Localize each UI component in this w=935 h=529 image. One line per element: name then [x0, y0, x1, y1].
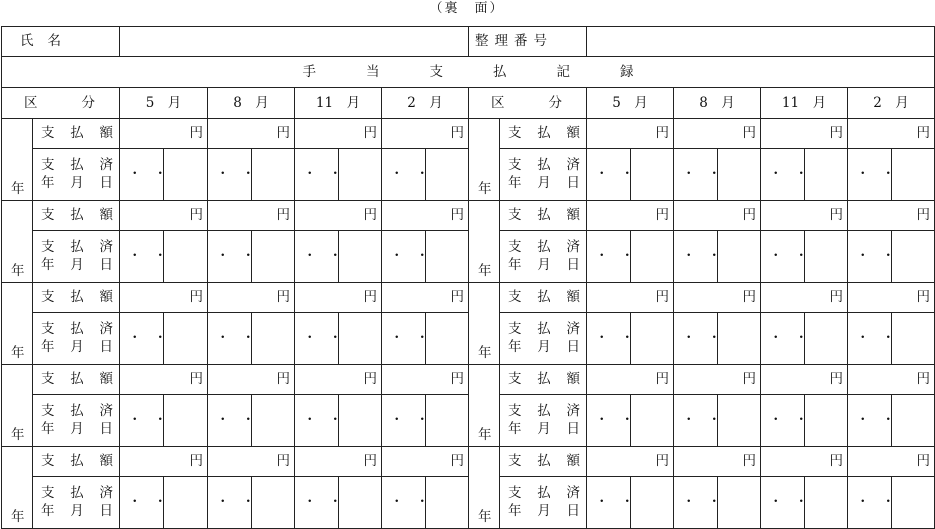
date-cell[interactable]: ・・	[120, 477, 164, 529]
label-char: 月	[70, 339, 84, 355]
date-label-top	[508, 239, 580, 256]
amount-cell[interactable]: 円	[587, 201, 674, 231]
label-char: 済	[99, 403, 113, 419]
label-char: 済	[566, 485, 580, 501]
amount-cell[interactable]: 円	[295, 201, 382, 231]
label-char: 日	[566, 175, 580, 191]
kubun-char: 分	[81, 94, 95, 111]
amount-row	[2, 119, 935, 149]
amount-label-text	[508, 125, 580, 142]
label-char: 済	[566, 157, 580, 173]
label-char: 支	[41, 239, 55, 255]
label-char: 払	[70, 485, 84, 501]
amount-cell[interactable]: 円	[587, 283, 674, 313]
date-cell[interactable]: ・・	[382, 395, 426, 447]
label-char: 支	[41, 453, 55, 469]
amount-cell[interactable]: 円	[382, 447, 469, 477]
payment-date-label-stack	[41, 403, 119, 438]
payment-date-label-stack	[508, 403, 586, 438]
year-cell[interactable]: 年	[469, 447, 500, 529]
date-cell[interactable]: ・・	[761, 313, 805, 365]
label-char: 支	[41, 157, 55, 173]
label-char: 額	[566, 125, 580, 141]
label-char: 済	[99, 485, 113, 501]
label-char: 額	[99, 207, 113, 223]
date-cell[interactable]: ・・	[674, 313, 718, 365]
label-char: 払	[537, 157, 551, 173]
payment-date-label-stack	[508, 157, 586, 192]
label-char: 月	[537, 257, 551, 273]
label-char: 月	[537, 503, 551, 519]
label-char: 払	[70, 453, 84, 469]
payment-date-label	[500, 149, 587, 201]
amount-cell[interactable]: 円	[295, 365, 382, 395]
date-label-bottom	[508, 503, 580, 520]
amount-cell[interactable]: 円	[674, 365, 761, 395]
label-char: 月	[537, 421, 551, 437]
date-label-top	[508, 403, 580, 420]
label-char: 月	[70, 421, 84, 437]
label-char: 払	[70, 371, 84, 387]
payment-date-row	[2, 395, 935, 447]
amount-cell[interactable]: 円	[120, 201, 208, 231]
amount-label	[33, 201, 120, 231]
payment-date-label	[33, 231, 120, 283]
date-cell[interactable]: ・・	[295, 231, 339, 283]
amount-cell[interactable]: 円	[208, 283, 295, 313]
date-cell[interactable]: ・・	[120, 395, 164, 447]
date-label-bottom	[508, 257, 580, 274]
date-label-top	[508, 157, 580, 174]
label-char: 支	[508, 485, 522, 501]
year-cell[interactable]: 年	[2, 283, 33, 365]
label-char: 額	[566, 289, 580, 305]
month-header: 8 月	[674, 88, 761, 119]
payment-date-label-stack	[508, 485, 586, 520]
label-char: 払	[537, 371, 551, 387]
label-char: 月	[70, 175, 84, 191]
label-char: 年	[508, 257, 522, 273]
amount-cell[interactable]: 円	[382, 201, 469, 231]
label-char: 払	[537, 485, 551, 501]
label-char: 払	[537, 403, 551, 419]
label-char: 年	[508, 421, 522, 437]
label-char: 払	[70, 403, 84, 419]
date-cell[interactable]: ・・	[382, 231, 426, 283]
amount-cell[interactable]: 円	[848, 119, 935, 149]
date-cell[interactable]: ・・	[587, 149, 631, 201]
label-char: 額	[99, 371, 113, 387]
label-char: 支	[41, 207, 55, 223]
amount-label	[33, 283, 120, 313]
date-label-bottom	[41, 421, 113, 438]
amount-cell[interactable]: 円	[761, 447, 848, 477]
label-char: 日	[99, 175, 113, 191]
amount-cell[interactable]: 円	[761, 201, 848, 231]
date-label-bottom	[508, 339, 580, 356]
amount-label	[33, 365, 120, 395]
date-label-bottom	[41, 339, 113, 356]
label-char: 年	[41, 175, 55, 191]
date-cell[interactable]: ・・	[382, 313, 426, 365]
label-char: 支	[508, 403, 522, 419]
date-label-top	[41, 157, 113, 174]
payment-date-label	[33, 313, 120, 365]
label-char: 払	[537, 289, 551, 305]
amount-label	[500, 201, 587, 231]
amount-cell[interactable]: 円	[674, 201, 761, 231]
label-char: 年	[41, 503, 55, 519]
amount-cell[interactable]: 円	[761, 119, 848, 149]
label-char: 払	[537, 207, 551, 223]
payment-date-label-stack	[41, 485, 119, 520]
date-cell[interactable]: ・・	[208, 231, 252, 283]
date-cell[interactable]: ・・	[587, 313, 631, 365]
label-char: 払	[537, 321, 551, 337]
amount-cell[interactable]: 円	[295, 283, 382, 313]
amount-cell[interactable]: 円	[674, 447, 761, 477]
label-char: 払	[537, 239, 551, 255]
label-char: 支	[508, 321, 522, 337]
payment-date-label	[500, 477, 587, 529]
month-header: 5 月	[120, 88, 208, 119]
year-cell[interactable]: 年	[2, 365, 33, 447]
label-char: 年	[41, 421, 55, 437]
amount-label-text	[508, 289, 580, 306]
date-cell[interactable]: ・・	[761, 149, 805, 201]
date-label-top	[508, 485, 580, 502]
year-cell[interactable]: 年	[2, 201, 33, 283]
payment-date-label	[500, 313, 587, 365]
date-cell[interactable]: ・・	[208, 149, 252, 201]
label-char: 支	[508, 453, 522, 469]
label-char: 済	[99, 321, 113, 337]
date-label-top	[41, 239, 113, 256]
date-cell[interactable]: ・・	[848, 149, 892, 201]
amount-cell[interactable]: 円	[208, 119, 295, 149]
payment-date-label	[33, 477, 120, 529]
label-char: 額	[566, 453, 580, 469]
amount-row	[2, 283, 935, 313]
amount-cell[interactable]: 円	[382, 119, 469, 149]
kubun-header	[469, 88, 587, 119]
label-char: 済	[566, 403, 580, 419]
year-cell[interactable]: 年	[469, 201, 500, 283]
date-label-bottom	[41, 503, 113, 520]
date-label-bottom	[41, 257, 113, 274]
date-cell[interactable]: ・・	[382, 149, 426, 201]
amount-cell[interactable]: 円	[848, 447, 935, 477]
header-row	[2, 88, 935, 119]
label-char: 額	[99, 453, 113, 469]
date-cell[interactable]: ・・	[208, 313, 252, 365]
amount-label-text	[41, 125, 113, 142]
label-char: 年	[508, 175, 522, 191]
date-cell[interactable]: ・・	[848, 477, 892, 529]
label-char: 日	[99, 421, 113, 437]
label-char: 支	[508, 125, 522, 141]
label-char: 額	[99, 125, 113, 141]
amount-label	[33, 447, 120, 477]
amount-cell[interactable]: 円	[587, 119, 674, 149]
payment-record-form	[1, 26, 935, 529]
year-cell[interactable]: 年	[2, 447, 33, 529]
amount-cell[interactable]: 円	[848, 283, 935, 313]
amount-cell[interactable]: 円	[674, 283, 761, 313]
amount-label-text	[41, 207, 113, 224]
date-cell[interactable]: ・・	[848, 313, 892, 365]
amount-label	[500, 283, 587, 313]
payment-date-label-stack	[508, 239, 586, 274]
label-char: 日	[566, 339, 580, 355]
amount-cell[interactable]: 円	[295, 119, 382, 149]
label-char: 払	[70, 157, 84, 173]
amount-cell[interactable]: 円	[587, 365, 674, 395]
label-char: 額	[99, 289, 113, 305]
month-header: 8 月	[208, 88, 295, 119]
label-char: 支	[41, 321, 55, 337]
payment-date-label	[500, 231, 587, 283]
label-char: 月	[70, 257, 84, 273]
label-char: 払	[537, 453, 551, 469]
reference-number-field[interactable]	[587, 27, 935, 57]
amount-cell[interactable]: 円	[382, 283, 469, 313]
label-char: 済	[566, 239, 580, 255]
date-cell[interactable]: ・・	[761, 231, 805, 283]
label-char: 支	[41, 125, 55, 141]
reference-number-label: 整理番号	[469, 27, 587, 57]
date-cell[interactable]: ・・	[120, 313, 164, 365]
label-char: 払	[70, 207, 84, 223]
label-char: 額	[566, 371, 580, 387]
title-row	[2, 57, 935, 88]
label-char: 支	[508, 207, 522, 223]
name-field[interactable]	[120, 27, 469, 57]
label-char: 支	[41, 485, 55, 501]
payment-date-label	[500, 395, 587, 447]
date-cell[interactable]: ・・	[382, 477, 426, 529]
amount-cell[interactable]: 円	[120, 447, 208, 477]
form-title: 手当支払記録	[2, 57, 935, 88]
label-char: 額	[566, 207, 580, 223]
label-char: 年	[508, 503, 522, 519]
date-cell[interactable]: ・・	[674, 477, 718, 529]
amount-label	[500, 365, 587, 395]
payment-date-label-stack	[41, 157, 119, 192]
label-char: 払	[70, 321, 84, 337]
date-cell[interactable]: ・・	[848, 395, 892, 447]
label-char: 日	[99, 257, 113, 273]
label-char: 日	[566, 503, 580, 519]
kubun-text	[469, 95, 586, 112]
amount-label-text	[508, 207, 580, 224]
kubun-char: 区	[491, 94, 505, 111]
label-char: 払	[70, 125, 84, 141]
amount-cell[interactable]: 円	[848, 201, 935, 231]
name-label: 氏名	[2, 27, 120, 57]
amount-cell[interactable]: 円	[761, 283, 848, 313]
date-cell[interactable]: ・・	[208, 395, 252, 447]
date-label-top	[41, 321, 113, 338]
amount-cell[interactable]: 円	[208, 365, 295, 395]
name-row	[2, 27, 935, 57]
month-header: 5 月	[587, 88, 674, 119]
payment-date-row	[2, 231, 935, 283]
label-char: 支	[41, 371, 55, 387]
kubun-char: 分	[548, 94, 562, 111]
amount-label	[500, 119, 587, 149]
date-cell[interactable]: ・・	[848, 231, 892, 283]
amount-cell[interactable]: 円	[120, 365, 208, 395]
label-char: 日	[99, 503, 113, 519]
month-header: 2 月	[382, 88, 469, 119]
amount-cell[interactable]: 円	[848, 365, 935, 395]
date-cell[interactable]: ・・	[674, 395, 718, 447]
label-char: 年	[41, 339, 55, 355]
label-char: 済	[99, 157, 113, 173]
date-cell[interactable]: ・・	[674, 231, 718, 283]
date-label-bottom	[41, 175, 113, 192]
date-cell[interactable]: ・・	[674, 149, 718, 201]
label-char: 年	[41, 257, 55, 273]
month-header: 2 月	[848, 88, 935, 119]
payment-date-label-stack	[508, 321, 586, 356]
payment-date-row	[2, 313, 935, 365]
date-cell[interactable]: ・・	[761, 477, 805, 529]
date-cell[interactable]: ・・	[587, 477, 631, 529]
amount-cell[interactable]: 円	[120, 119, 208, 149]
date-label-top	[508, 321, 580, 338]
kubun-header	[2, 88, 120, 119]
date-cell[interactable]: ・・	[587, 395, 631, 447]
label-char: 支	[508, 371, 522, 387]
year-cell[interactable]: 年	[469, 119, 500, 201]
amount-cell[interactable]: 円	[208, 201, 295, 231]
year-cell[interactable]: 年	[469, 283, 500, 365]
label-char: 済	[566, 321, 580, 337]
date-cell[interactable]: ・・	[295, 149, 339, 201]
amount-label-text	[508, 371, 580, 388]
label-char: 払	[70, 289, 84, 305]
date-label-top	[41, 403, 113, 420]
amount-cell[interactable]: 円	[295, 447, 382, 477]
amount-row	[2, 201, 935, 231]
amount-label-text	[41, 289, 113, 306]
amount-row	[2, 447, 935, 477]
date-cell[interactable]: ・・	[295, 477, 339, 529]
date-cell[interactable]: ・・	[761, 395, 805, 447]
date-label-top	[41, 485, 113, 502]
label-char: 払	[70, 239, 84, 255]
amount-label-text	[41, 453, 113, 470]
payment-date-label	[33, 395, 120, 447]
amount-cell[interactable]: 円	[761, 365, 848, 395]
label-char: 済	[99, 239, 113, 255]
date-cell[interactable]: ・・	[120, 149, 164, 201]
label-char: 月	[537, 339, 551, 355]
month-header: 11 月	[295, 88, 382, 119]
payment-date-label-stack	[41, 239, 119, 274]
amount-label	[33, 119, 120, 149]
amount-cell[interactable]: 円	[587, 447, 674, 477]
date-cell[interactable]: ・・	[120, 231, 164, 283]
payment-date-row	[2, 477, 935, 529]
year-cell[interactable]: 年	[469, 365, 500, 447]
label-char: 支	[508, 239, 522, 255]
label-char: 支	[41, 289, 55, 305]
label-char: 月	[70, 503, 84, 519]
label-char: 払	[537, 125, 551, 141]
month-header: 11 月	[761, 88, 848, 119]
payment-date-label-stack	[41, 321, 119, 356]
amount-row	[2, 365, 935, 395]
amount-label	[500, 447, 587, 477]
label-char: 日	[566, 257, 580, 273]
page-caption: （裏 面）	[429, 1, 505, 16]
date-cell[interactable]: ・・	[295, 313, 339, 365]
label-char: 日	[566, 421, 580, 437]
label-char: 支	[41, 403, 55, 419]
label-char: 日	[99, 339, 113, 355]
label-char: 支	[508, 289, 522, 305]
label-char: 支	[508, 157, 522, 173]
payment-date-row	[2, 149, 935, 201]
date-label-bottom	[508, 175, 580, 192]
amount-label-text	[41, 371, 113, 388]
label-char: 月	[537, 175, 551, 191]
year-cell[interactable]: 年	[2, 119, 33, 201]
kubun-text	[2, 95, 119, 112]
amount-cell[interactable]: 円	[382, 365, 469, 395]
amount-cell[interactable]: 円	[674, 119, 761, 149]
amount-label-text	[508, 453, 580, 470]
kubun-char: 区	[24, 94, 38, 111]
date-cell[interactable]: ・・	[208, 477, 252, 529]
date-cell[interactable]: ・・	[295, 395, 339, 447]
amount-cell[interactable]: 円	[120, 283, 208, 313]
date-cell[interactable]: ・・	[587, 231, 631, 283]
date-label-bottom	[508, 421, 580, 438]
payment-date-label	[33, 149, 120, 201]
amount-cell[interactable]: 円	[208, 447, 295, 477]
label-char: 年	[508, 339, 522, 355]
